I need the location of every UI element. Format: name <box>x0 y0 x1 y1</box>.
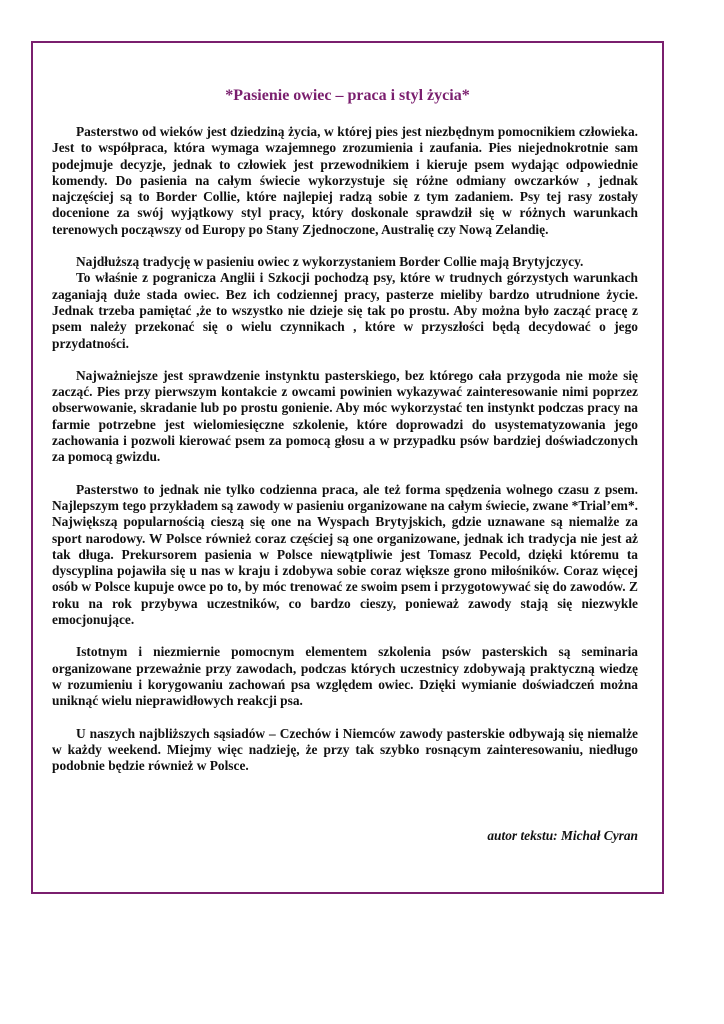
paragraph-3: To właśnie z pogranicza Anglii i Szkocji pochodzą psy, które w trudnych górzystych warunkach zaganiają duże stada owiec. Bez ich codziennej pracy, pasterze mieliby bardzo utrudnione życie. Jednak trzeba pamiętać ,że to wszystko nie dzieje się tak po prostu. Aby można było zacząć pracę z psem należy przekonać się o wielu czynnikach , które w przyszłości będą decydować o jego przydatności. <box>52 270 638 351</box>
paragraph-7: U naszych najbliższych sąsiadów – Czechów i Niemców zawody pasterskie odbywają się niemalże w każdy weekend. Miejmy więc nadzieję, że przy tak szybko rosnącym zainteresowaniu, niedługo podobnie będzie również w Polsce. <box>52 725 638 774</box>
paragraph-1: Pasterstwo od wieków jest dziedziną życia, w której pies jest niezbędnym pomocnikiem człowieka. Jest to współpraca, która wymaga wzajemnego zrozumienia i zaufania. Pies niejednokrotnie sam podejmuje decyzje, jednak to człowiek jest przewodnikiem i kieruje psem wydając odpowiednie komendy. Do pasienia na całym świecie wykorzystuje się różne odmiany owczarków , jednak najczęściej są to Border Collie, które najlepiej radzą sobie z tym zadaniem. Psy tej rasy zostały docenione za swój wyjątkowy styl pracy, który doskonale sprawdził się w różnych warunkach terenowych począwszy od Europy po Stany Zjednoczone, Australię czy Nową Zelandię. <box>52 124 638 237</box>
paragraph-2: Najdłuższą tradycję w pasieniu owiec z wykorzystaniem Border Collie mają Brytyjczycy. <box>76 254 584 270</box>
paragraph-5: Pasterstwo to jednak nie tylko codzienna praca, ale też forma spędzenia wolnego czasu z psem. Najlepszym tego przykładem są zawody w pasieniu organizowane na całym świecie, zwane *Trial’em*. Największą popularnością cieszą się one na Wyspach Brytyjskich, gdzie uznawane są niemalże za sport narodowy. W Polsce również coraz częściej są one organizowane, jednak ich tradycja nie jest aż tak długa. Prekursorem pasienia w Polsce niewątpliwie jest Tomasz Pecold, dzięki któremu ta dyscyplina pojawiła się u nas w kraju i zdobywa sobie coraz większe grono miłośników. Coraz więcej osób w Polsce kupuje owce po to, by móc trenować ze swoim psem i przygotowywać się do zawodów. Z roku na rok przybywa uczestników, co bardzo cieszy, ponieważ zawody stają się niezwykle emocjonujące. <box>52 481 638 628</box>
article-title: *Pasienie owiec – praca i styl życia* <box>225 87 470 104</box>
author-credit: autor tekstu: Michał Cyran <box>487 828 638 843</box>
paragraph-6: Istotnym i niezmiernie pomocnym elementem szkolenia psów pasterskich są seminaria organizowane przeważnie przy zawodach, podczas których uczestnicy zdobywają praktyczną wiedzę w rozumieniu i korygowaniu zachowań psa względem owiec. Dzięki wymianie doświadczeń można uniknąć wielu nieprawidłowych reakcji psa. <box>52 644 638 709</box>
paragraph-4: Najważniejsze jest sprawdzenie instynktu pasterskiego, bez którego cała przygoda nie może się zacząć. Pies przy pierwszym kontakcie z owcami powinien wykazywać zainteresowanie nimi poprzez obserwowanie, skradanie lub po prostu gonienie. Aby móc wykorzystać ten instynkt podczas pracy na farmie potrzebne jest wielomiesięczne szkolenie, które doprowadzi do usystematyzowania jego zachowania i pozwoli kierować psem za pomocą głosu a w przypadku psów bardziej doświadczonych za pomocą gwizdu. <box>52 367 638 465</box>
article-body <box>52 124 638 774</box>
